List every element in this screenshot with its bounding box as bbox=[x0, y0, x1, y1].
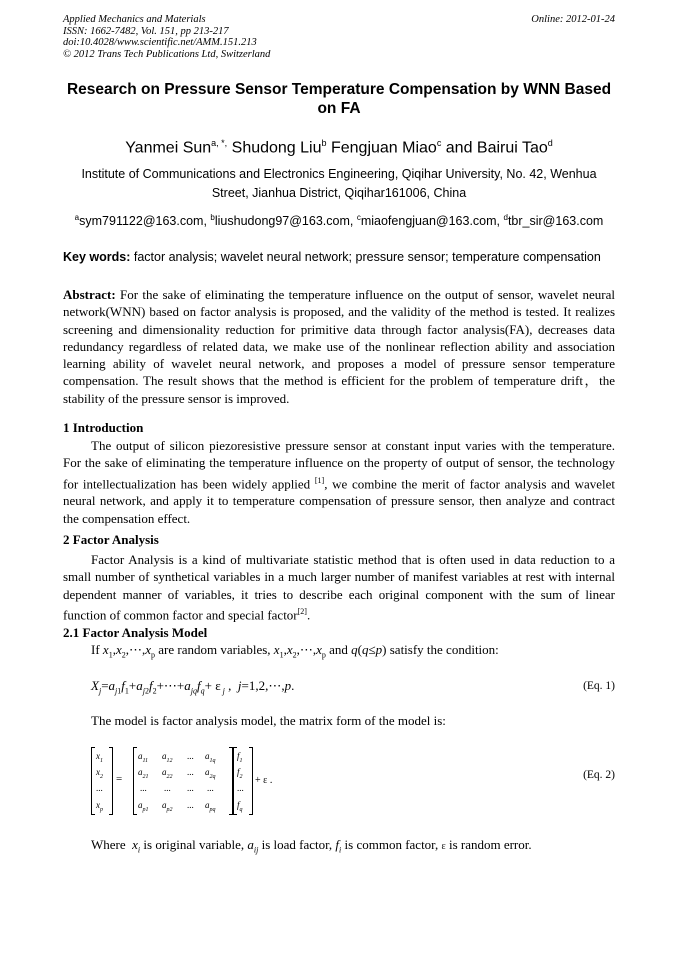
paragraph-text: The output of silicon piezoresistive pressure sensor at constant input varies with the temperature. For the sake of eliminating the temperature influence on the property of output of sensor, the technology for intellectualization has been widely applied bbox=[63, 438, 615, 491]
matrix-bracket: $x_1$ $x_2$ ... $x_p$ bbox=[91, 747, 113, 815]
email-link[interactable]: miaofengjuan@163.com, bbox=[360, 214, 501, 229]
email-mark: c bbox=[356, 213, 361, 222]
text: and bbox=[329, 642, 348, 657]
paragraph-text: Factor Analysis is a kind of multivariate statistic method that is often used in data reduction to a small number of synthetical variables in a much larger number of manifest variables at rest with internal dependent manner of variables, it tries to describe each original component with the sum of linear function of common factor and special factor bbox=[63, 552, 615, 623]
paragraph-text: , we combine the merit of factor analysis and wavelet neural network, and apply it to temperature compensation of pressure sensor, then analyze and contract the compensation effect. bbox=[63, 475, 615, 526]
abstract-label: Abstract: bbox=[63, 287, 116, 302]
author-mark: c bbox=[436, 138, 442, 148]
affiliation: Institute of Communications and Electronics Engineering, Qiqihar University, No. 42, Wenhua Street, Jianhua District, Qiqihar161006, China bbox=[81, 167, 597, 200]
condition-line: If $x_1,x_2,\cdots,x_p$ are random variables, $x_1,x_2,\cdots,x_p$ and q(q≤p) satisfy the condition: bbox=[91, 642, 499, 660]
section-heading: 1 Introduction bbox=[63, 420, 144, 435]
text: If bbox=[91, 642, 100, 657]
text: ε bbox=[441, 841, 446, 852]
journal-name: Applied Mechanics and Materials bbox=[63, 14, 206, 25]
text: is original variable, bbox=[143, 837, 245, 852]
equation-number: (Eq. 2) bbox=[583, 769, 615, 781]
text: is common factor, bbox=[344, 837, 439, 852]
doi: doi:10.4028/www.scientific.net/AMM.151.213 bbox=[63, 37, 257, 48]
journal-header bbox=[63, 14, 615, 60]
paper-title: Research on Pressure Sensor Temperature Compensation by WNN Based on FA bbox=[66, 81, 612, 117]
author-name: Shudong Liu bbox=[231, 139, 322, 157]
author-list bbox=[60, 133, 618, 158]
subsection-heading: 2.1 Factor Analysis Model bbox=[63, 625, 208, 640]
section-heading: 2 Factor Analysis bbox=[63, 532, 159, 547]
paragraph-text: . bbox=[306, 607, 311, 623]
author-mark: b bbox=[321, 138, 327, 148]
text: is random error. bbox=[448, 837, 532, 852]
online-date: Online: 2012-01-24 bbox=[531, 14, 615, 25]
equation-number: (Eq. 1) bbox=[583, 680, 615, 692]
author-mark: d bbox=[547, 138, 553, 148]
email-link[interactable]: tbr_sir@163.com bbox=[507, 214, 604, 229]
equation-1: $X_j=a_{j1}f_1+a_{j2}f_2+\cdots+a_{jq}f_q+ \varepsilon$ $_j$ , j=1,2,⋯,p. bbox=[91, 678, 295, 696]
keywords-label: Key words: bbox=[63, 250, 131, 264]
keywords bbox=[63, 248, 623, 266]
email-mark: d bbox=[503, 213, 508, 222]
text: Where bbox=[91, 837, 126, 852]
text: are random variables, bbox=[158, 642, 271, 657]
author-conjunction: and bbox=[445, 139, 473, 157]
abstract bbox=[63, 286, 615, 407]
author-mark: a, *, bbox=[211, 138, 228, 148]
matrix-bracket: $f_1$ $f_2$ ... $f_q$ bbox=[233, 747, 253, 815]
citation[interactable]: [1] bbox=[314, 475, 325, 485]
text: is load factor, bbox=[261, 837, 333, 852]
copyright: © 2012 Trans Tech Publications Ltd, Switzerland bbox=[63, 48, 271, 60]
email-mark: a bbox=[74, 213, 80, 222]
abstract-text: For the sake of eliminating the temperature influence on the output of sensor, wavelet neural network(WNN) based on factor analysis is proposed, and the validity of the method is tested. It realizes screening and dimensionality reduction for primitive data through factor analysis(FA), decreases data redundancy regardless of related data, we make use of the nonlinear reflection ability and association learning ability of wavelet neural network, and proposes a model of pressure sensor temperature compensation. The result shows that the method is efficient for the problem of temperature drift，the stability of the pressure sensor is improved. bbox=[63, 287, 616, 406]
author-name: Yanmei Sun bbox=[125, 139, 212, 157]
issn: ISSN: 1662-7482, Vol. 151, pp 213-217 bbox=[63, 25, 229, 37]
email-mark: b bbox=[210, 213, 215, 222]
email-list bbox=[60, 209, 618, 230]
text: satisfy the condition: bbox=[389, 642, 499, 657]
model-text: The model is factor analysis model, the matrix form of the model is: bbox=[91, 713, 446, 728]
author-name: Fengjuan Miao bbox=[330, 139, 437, 157]
paragraph bbox=[63, 437, 615, 527]
citation[interactable]: [2] bbox=[297, 606, 307, 616]
email-link[interactable]: liushudong97@163.com, bbox=[214, 214, 354, 229]
equation-2-matrix: $x_1$ $x_2$ ... $x_p$ = $a_{11}$ $a_{12}$ ... $a_{1q}$ $a_{21}$ $a_{22}$ ... $a_{2q}$ ... ... ... ... $a_{p1}$ $a_{p2}$ ... $a_{pq}$ $f_1$ $f_2$ ... $f_q$ + ε . bbox=[91, 744, 291, 818]
author-name: Bairui Tao bbox=[476, 139, 548, 157]
email-link[interactable]: sym791122@163.com, bbox=[79, 214, 207, 229]
keywords-text: factor analysis; wavelet neural network; pressure sensor; temperature compensation bbox=[133, 250, 601, 264]
matrix-bracket: $a_{11}$ $a_{12}$ ... $a_{1q}$ $a_{21}$ $a_{22}$ ... $a_{2q}$ ... ... ... ... $a_{p1}$ $a_{p2}$ ... $a_{pq}$ bbox=[133, 747, 233, 815]
where-line: Where $x_i$ is original variable, $a_{ij}$ is load factor, $f_i$ is common factor, ε is random error. bbox=[91, 837, 532, 855]
paragraph bbox=[63, 551, 615, 624]
